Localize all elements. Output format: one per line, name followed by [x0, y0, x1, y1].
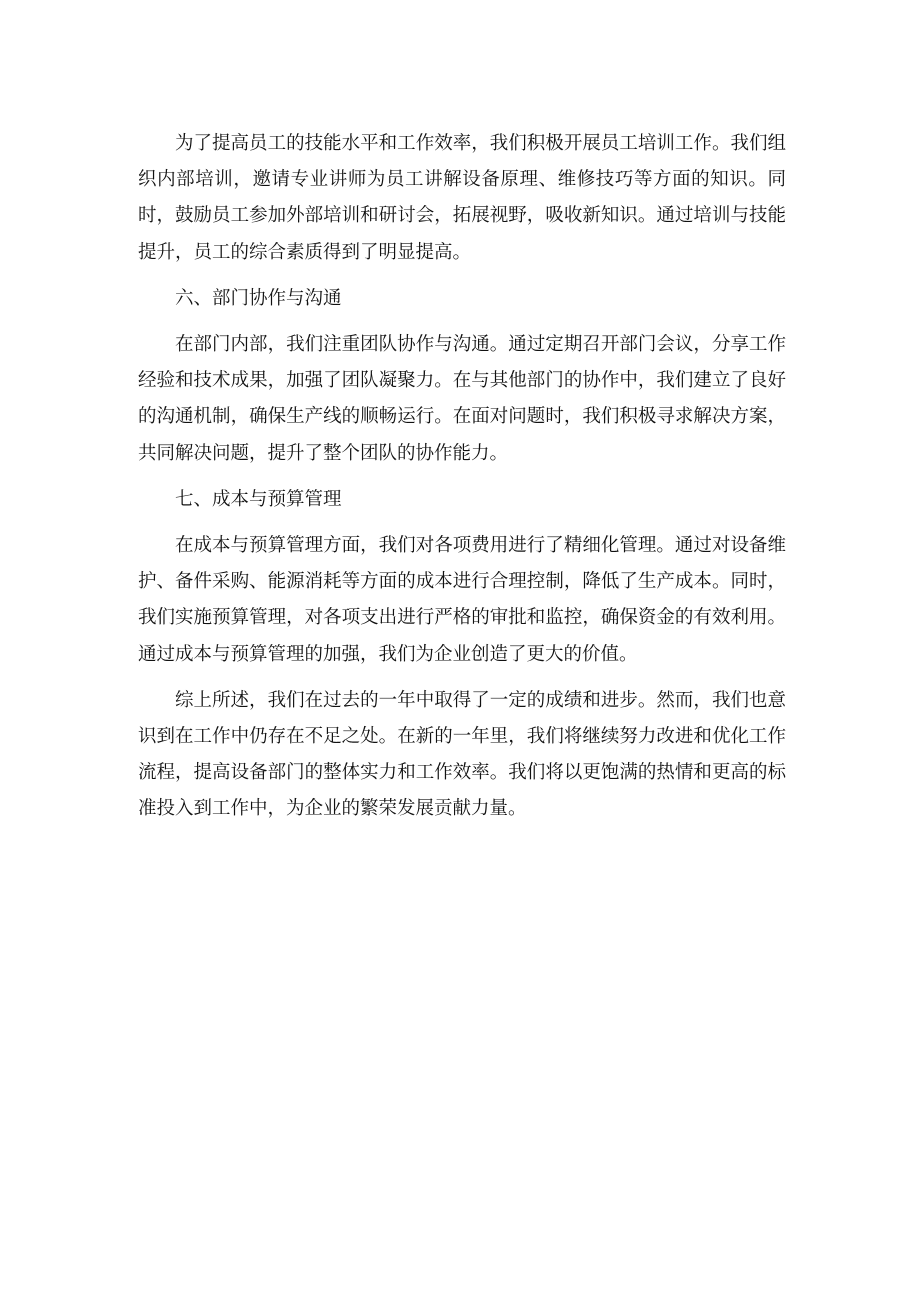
paragraph-cost-budget: 在成本与预算管理方面，我们对各项费用进行了精细化管理。通过对设备维护、备件采购、能源消耗等方面的成本进行合理控制，降低了生产成本。同时，我们实施预算管理，对各项支出进行严格的审批和监控，确保资金的有效利用。通过成本与预算管理的加强，我们为企业创造了更大的价值。 [138, 535, 786, 665]
paragraph-summary: 综上所述，我们在过去的一年中取得了一定的成绩和进步。然而，我们也意识到在工作中仍存在不足之处。在新的一年里，我们将继续努力改进和优化工作流程，提高设备部门的整体实力和工作效率。我们将以更饱满的热情和更高的标准投入到工作中，为企业的繁荣发展贡献力量。 [138, 689, 786, 820]
paragraph-staff-training: 为了提高员工的技能水平和工作效率，我们积极开展员工培训工作。我们组织内部培训，邀请专业讲师为员工讲解设备原理、维修技巧等方面的知识。同时，鼓励员工参加外部培训和研讨会，拓展视野，吸收新知识。通过培训与技能提升，员工的综合素质得到了明显提高。 [138, 133, 786, 263]
document-body [138, 126, 786, 838]
paragraph-collaboration: 在部门内部，我们注重团队协作与沟通。通过定期召开部门会议，分享工作经验和技术成果，加强了团队凝聚力。在与其他部门的协作中，我们建立了良好的沟通机制，确保生产线的顺畅运行。在面对问题时，我们积极寻求解决方案，共同解决问题，提升了整个团队的协作能力。 [138, 334, 786, 464]
section-heading-collaboration: 六、部门协作与沟通 [175, 287, 342, 309]
section-heading-cost-budget: 七、成本与预算管理 [175, 488, 342, 510]
